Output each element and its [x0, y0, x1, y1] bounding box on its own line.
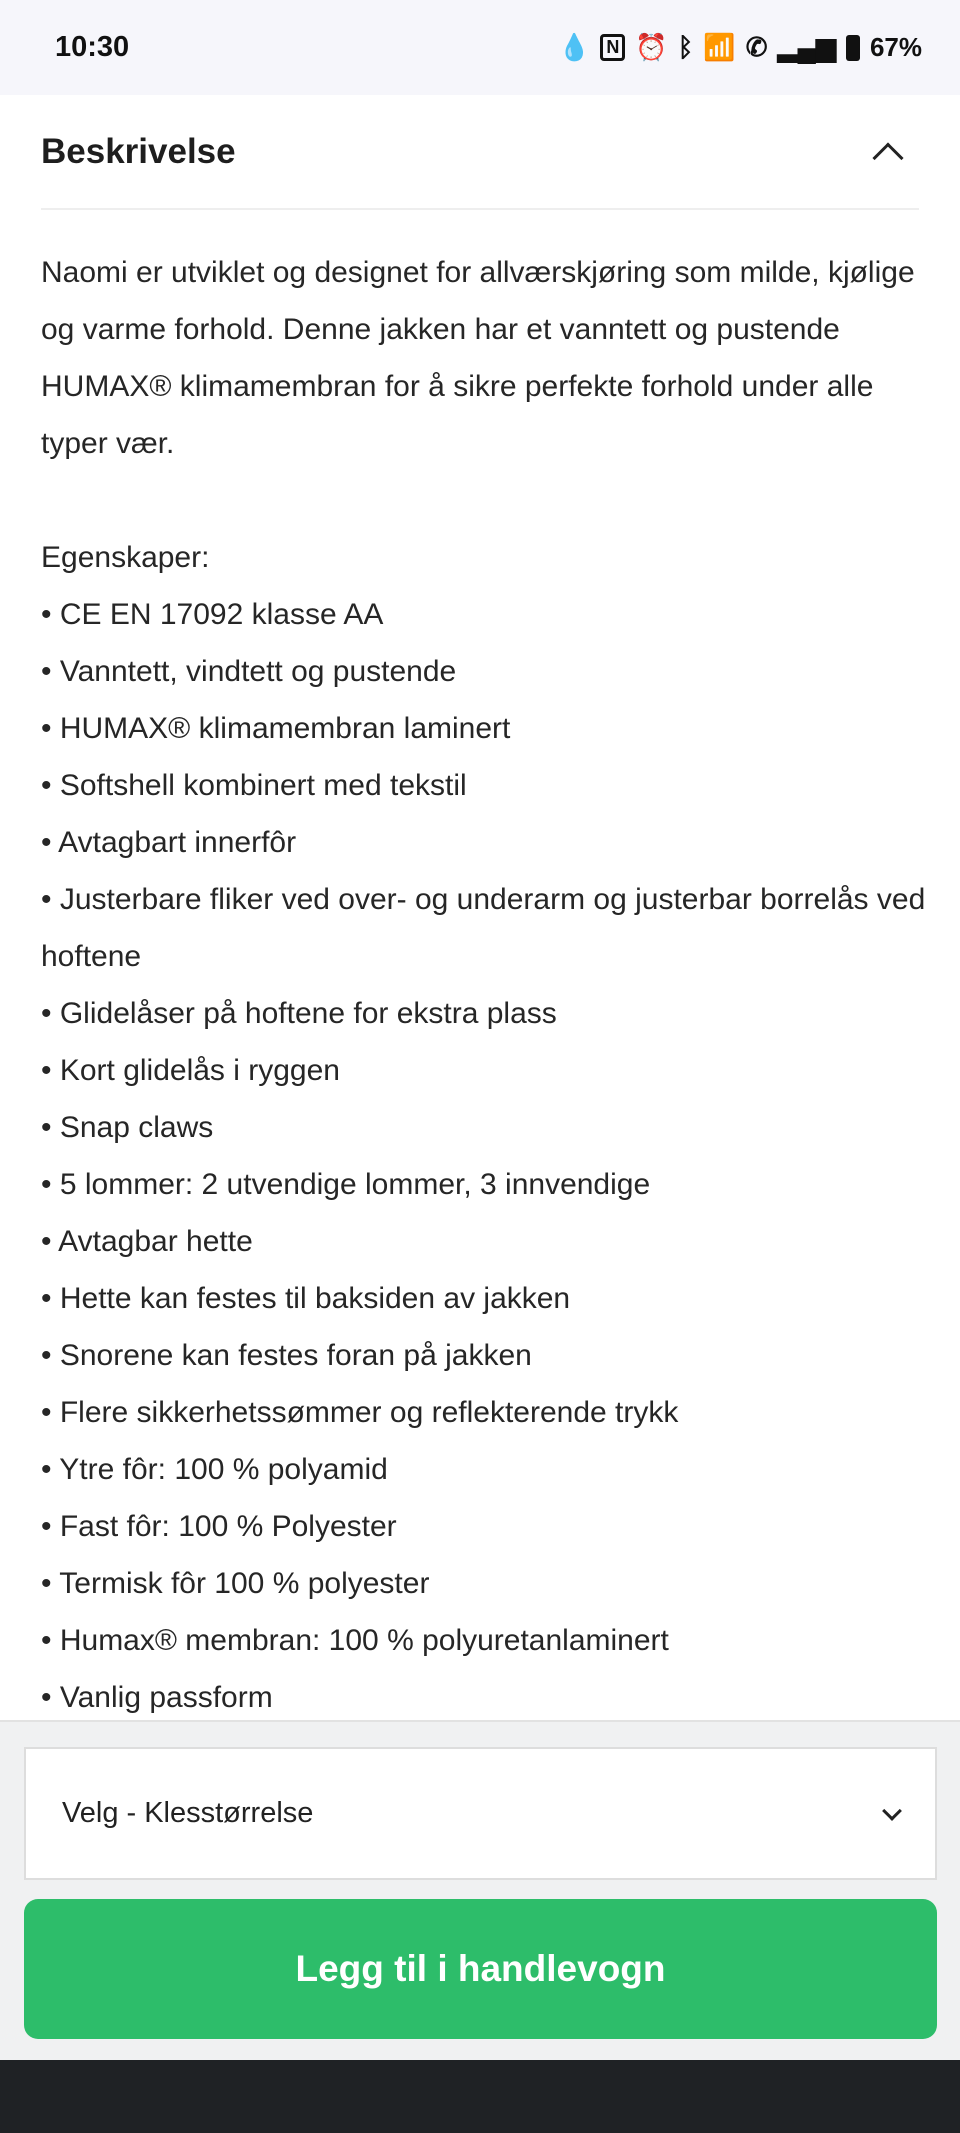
description-accordion-header[interactable] [41, 95, 919, 210]
feature-item: • Avtagbar hette [41, 1225, 253, 1258]
status-icons [558, 32, 922, 63]
chevron-up-icon[interactable] [872, 142, 903, 173]
feature-item: • HUMAX® klimamembran laminert [41, 712, 511, 745]
description-intro: Naomi er utviklet og designet for allværskjøring som milde, kjølige og varme forhold. Denne jakken har et vanntett og pustende HUMAX® klimamembran for å sikre perfekte forhold under alle typer vær. [41, 256, 915, 460]
feature-item: • Ytre fôr: 100 % polyamid [41, 1453, 388, 1486]
navigation-bar [0, 2060, 960, 2133]
wifi-call-icon: ✆ [745, 32, 768, 62]
section-title: Beskrivelse [41, 131, 236, 171]
feature-item: • Kort glidelås i ryggen [41, 1054, 340, 1087]
feature-item: • Humax® membran: 100 % polyuretanlaminert [41, 1624, 669, 1657]
feature-item: • Softshell kombinert med tekstil [41, 769, 467, 802]
size-select-value: Velg - Klesstørrelse [62, 1797, 314, 1829]
feature-item: • Fast fôr: 100 % Polyester [41, 1510, 397, 1543]
feature-item: • Flere sikkerhetssømmer og reflekterende trykk [41, 1396, 679, 1429]
nfc-icon: N [600, 34, 625, 61]
purchase-panel [0, 1720, 960, 2060]
description-content [41, 244, 926, 1720]
size-select[interactable] [24, 1747, 937, 1880]
wifi-icon: 📶 [703, 32, 736, 62]
features-heading: Egenskaper: [41, 541, 210, 574]
status-bar [0, 0, 960, 95]
clock: 10:30 [55, 31, 130, 63]
feature-item: • CE EN 17092 klasse AA [41, 598, 384, 631]
feature-item: • Termisk fôr 100 % polyester [41, 1567, 430, 1600]
signal-icon: ▂▄▆ [777, 32, 836, 62]
feature-item: • Avtagbart innerfôr [41, 826, 297, 859]
drop-icon: 💧 [558, 32, 591, 62]
feature-item: • Hette kan festes til baksiden av jakken [41, 1282, 571, 1315]
feature-item: • Justerbare fliker ved over- og underarm og justerbar borrelås ved hoftene [41, 883, 926, 973]
feature-item: • 5 lommer: 2 utvendige lommer, 3 innvendige [41, 1168, 651, 1201]
feature-item: • Vanlig passform [41, 1681, 273, 1714]
add-to-cart-button[interactable]: Legg til i handlevogn [24, 1899, 937, 2039]
battery-level: 67% [869, 32, 922, 62]
bluetooth-icon: ᛒ [677, 32, 694, 62]
feature-item: • Snorene kan festes foran på jakken [41, 1339, 532, 1372]
features-list [41, 586, 926, 1720]
alarm-icon: ⏰ [635, 32, 668, 62]
feature-item: • Vanntett, vindtett og pustende [41, 655, 457, 688]
chevron-down-icon [882, 1801, 902, 1821]
battery-icon [846, 35, 860, 61]
feature-item: • Snap claws [41, 1111, 214, 1144]
feature-item: • Glidelåser på hoftene for ekstra plass [41, 997, 557, 1030]
